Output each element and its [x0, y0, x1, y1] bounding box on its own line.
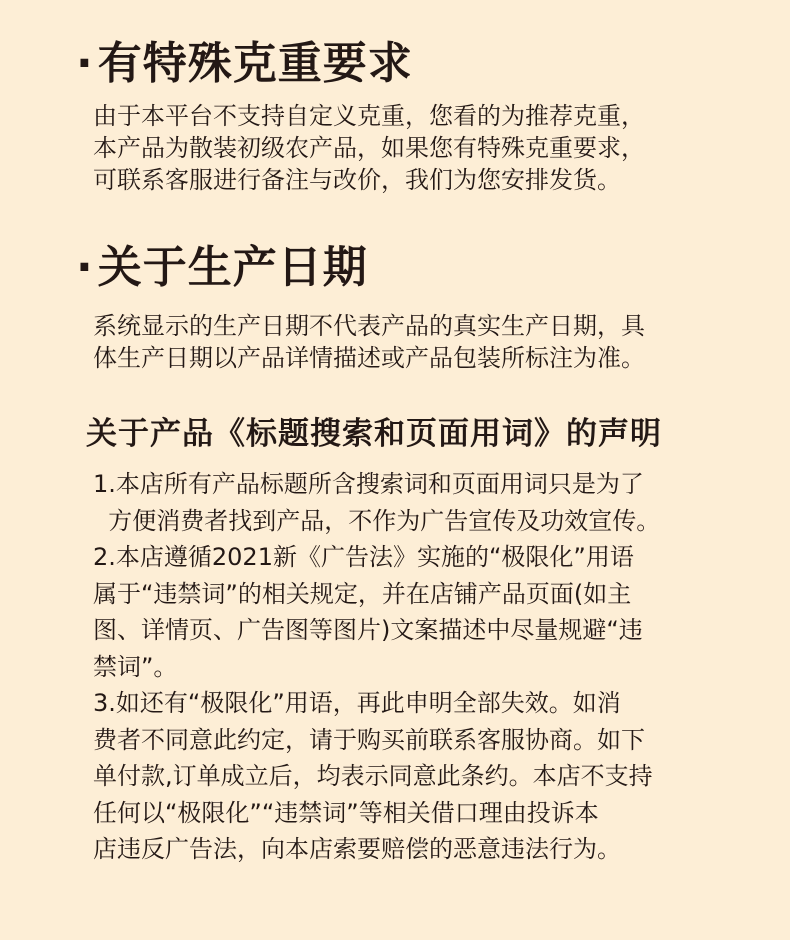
section-heading: [76, 240, 368, 296]
paragraph: [93, 100, 733, 196]
statement-line: 禁词”。: [93, 652, 178, 681]
paragraph-line: 可联系客服进行备注与改价，我们为您安排发货。: [93, 166, 621, 194]
statement-line: 属于“违禁词”的相关规定，并在店铺产品页面(如主: [93, 579, 632, 608]
paragraph-line: 本产品为散装初级农产品，如果您有特殊克重要求，: [93, 134, 645, 162]
heading-text: 关于生产日期: [97, 242, 368, 293]
statement-body: [93, 466, 733, 868]
paragraph-line: 体生产日期以产品详情描述或产品包装所标注为准。: [93, 344, 645, 372]
paragraph-line: 由于本平台不支持自定义克重，您看的为推荐克重，: [93, 102, 645, 130]
statement-line: 1.本店所有产品标题所含搜索词和页面用词只是为了: [93, 470, 644, 498]
section-heading: [76, 36, 413, 92]
statement-line: 方便消费者找到产品，不作为广告宣传及功效宣传。: [93, 506, 661, 535]
bullet-dot: ·: [76, 38, 94, 89]
bullet-dot: ·: [76, 242, 94, 293]
statement-line: 图、详情页、广告图等图片)文案描述中尽量规避“违: [93, 616, 643, 644]
statement-line: 费者不同意此约定，请于购买前联系客服协商。如下: [93, 725, 645, 754]
statement-line: 任何以“极限化”“违禁词”等相关借口理由投诉本: [93, 798, 599, 827]
statement-title: 关于产品《标题搜索和页面用词》的声明: [86, 416, 662, 452]
heading-text: 有特殊克重要求: [97, 38, 413, 89]
statement-line: 3.如还有“极限化”用语，再此申明全部失效。如消: [93, 689, 621, 717]
paragraph: [93, 310, 733, 374]
paragraph-line: 系统显示的生产日期不代表产品的真实生产日期，具: [93, 312, 645, 340]
statement-line: 单付款,订单成立后，均表示同意此条约。本店不支持: [93, 762, 653, 790]
statement-line: 2.本店遵循2021新《广告法》实施的“极限化”用语: [93, 543, 634, 571]
statement-line: 店违反广告法，向本店索要赔偿的恶意违法行为。: [93, 835, 621, 863]
